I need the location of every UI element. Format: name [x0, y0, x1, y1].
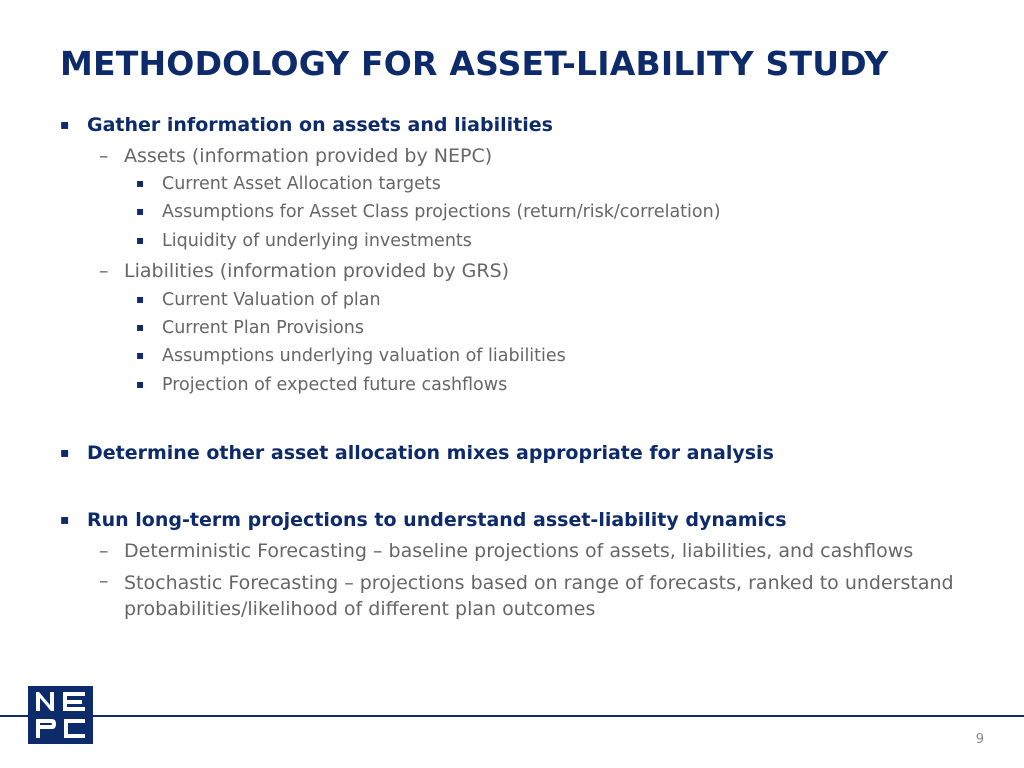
bullet-determine-mixes: ▪ Determine other asset allocation mixes appropriate for analysis [60, 442, 774, 464]
bullet-run-projections: ▪ Run long-term projections to understand asset-liability dynamics [60, 509, 787, 531]
square-bullet-icon: ▪ [136, 377, 145, 391]
square-bullet-icon: ▪ [136, 204, 145, 218]
list-item: ▪ Current Asset Allocation targets [136, 174, 441, 194]
sub-bullet-stochastic: – Stochastic Forecasting – projections based on range of forecasts, ranked to understand probabilities/likelihood of different plan outcomes [99, 570, 954, 620]
sub-bullet-liabilities: – Liabilities (information provided by GRS) [99, 260, 510, 282]
square-bullet-icon: ▪ [136, 348, 145, 362]
dash-bullet-icon: – [99, 540, 109, 562]
footer-divider [0, 715, 1024, 717]
list-item: ▪ Current Valuation of plan [136, 290, 381, 310]
slide-title: METHODOLOGY FOR ASSET-LIABILITY STUDY [60, 44, 889, 83]
square-bullet-icon: ▪ [136, 176, 145, 190]
list-item: ▪ Liquidity of underlying investments [136, 231, 472, 251]
dash-bullet-icon: – [99, 145, 109, 167]
bullet-gather-info: ▪ Gather information on assets and liabilities [60, 114, 553, 136]
nepc-logo-mark [28, 686, 93, 744]
list-item: ▪ Assumptions underlying valuation of liabilities [136, 346, 566, 366]
nepc-logo-icon [28, 686, 93, 744]
sub-bullet-assets: – Assets (information provided by NEPC) [99, 145, 493, 167]
dash-bullet-icon: – [99, 260, 109, 282]
square-bullet-icon: ▪ [136, 292, 145, 306]
page-number: 9 [975, 732, 984, 747]
square-bullet-icon: ▪ [60, 445, 70, 461]
list-item: ▪ Current Plan Provisions [136, 318, 364, 338]
square-bullet-icon: ▪ [60, 117, 70, 133]
square-bullet-icon: ▪ [60, 512, 70, 528]
sub-bullet-deterministic: – Deterministic Forecasting – baseline projections of assets, liabilities, and cashflows [99, 540, 914, 562]
square-bullet-icon: ▪ [136, 320, 145, 334]
dash-bullet-icon: – [99, 570, 109, 592]
square-bullet-icon: ▪ [136, 233, 145, 247]
list-item: ▪ Projection of expected future cashflows [136, 375, 508, 395]
list-item: ▪ Assumptions for Asset Class projections (return/risk/correlation) [136, 202, 721, 222]
